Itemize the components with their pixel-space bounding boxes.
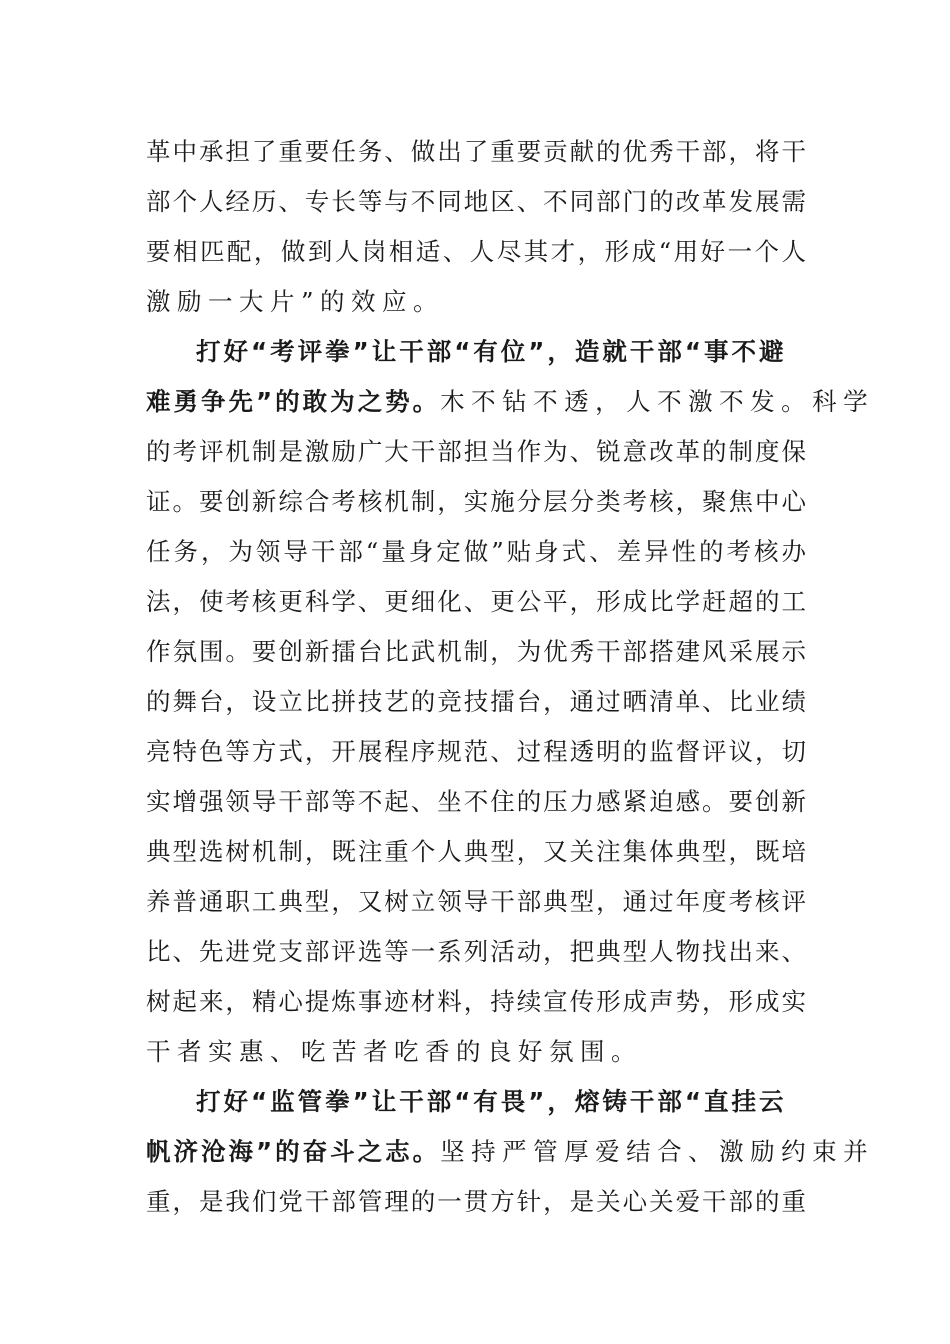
- text-line: 部个人经历、专长等与不同地区、不同部门的改革发展需: [146, 187, 806, 216]
- text-line: 实增强领导干部等不起、坐不住的压力感紧迫感。要创新: [146, 787, 806, 816]
- text-line: 重，是我们党干部管理的一贯方针，是关心关爱干部的重: [146, 1187, 806, 1216]
- text-line: 激励一大片”的效应。: [146, 287, 445, 316]
- text-fragment: 木不钻不透，人不激不发。科学: [440, 387, 875, 416]
- text-line: 典型选树机制，既注重个人典型，又关注集体典型，既培: [146, 837, 806, 866]
- text-fragment: 坚持严管厚爱结合、激励约束并: [440, 1137, 875, 1166]
- text-line: 的考评机制是激励广大干部担当作为、锐意改革的制度保: [146, 437, 806, 466]
- text-line: 革中承担了重要任务、做出了重要贡献的优秀干部，将干: [146, 137, 806, 166]
- section-heading: 打好“考评拳”让干部“有位”，造就干部“事不避: [196, 337, 787, 366]
- body-text: [146, 127, 875, 1227]
- text-line: 比、先进党支部评选等一系列活动，把典型人物找出来、: [146, 937, 806, 966]
- text-line: 干者实惠、吃苦者吃香的良好氛围。: [146, 1037, 642, 1066]
- text-line: 证。要创新综合考核机制，实施分层分类考核，聚焦中心: [146, 487, 806, 516]
- text-line: 的舞台，设立比拼技艺的竞技擂台，通过晒清单、比业绩: [146, 687, 806, 716]
- section-heading-cont: 难勇争先”的敢为之势。: [146, 387, 441, 416]
- text-line: 要相匹配，做到人岗相适、人尽其才，形成“用好一个人: [146, 237, 806, 266]
- section-heading-cont: 帆济沧海”的奋斗之志。: [146, 1137, 441, 1166]
- text-line: 法，使考核更科学、更细化、更公平，形成比学赶超的工: [146, 587, 806, 616]
- section-heading: 打好“监管拳”让干部“有畏”，熔铸干部“直挂云: [196, 1087, 787, 1116]
- text-line: 亮特色等方式，开展程序规范、过程透明的监督评议，切: [146, 737, 806, 766]
- text-line: 养普通职工典型，又树立领导干部典型，通过年度考核评: [146, 887, 806, 916]
- text-line: 任务，为领导干部“量身定做”贴身式、差异性的考核办: [146, 537, 806, 566]
- text-line: 作氛围。要创新擂台比武机制，为优秀干部搭建风采展示: [146, 637, 806, 666]
- text-line: [146, 1127, 875, 1177]
- text-line: [146, 377, 875, 427]
- text-line: 树起来，精心提炼事迹材料，持续宣传形成声势，形成实: [146, 987, 806, 1016]
